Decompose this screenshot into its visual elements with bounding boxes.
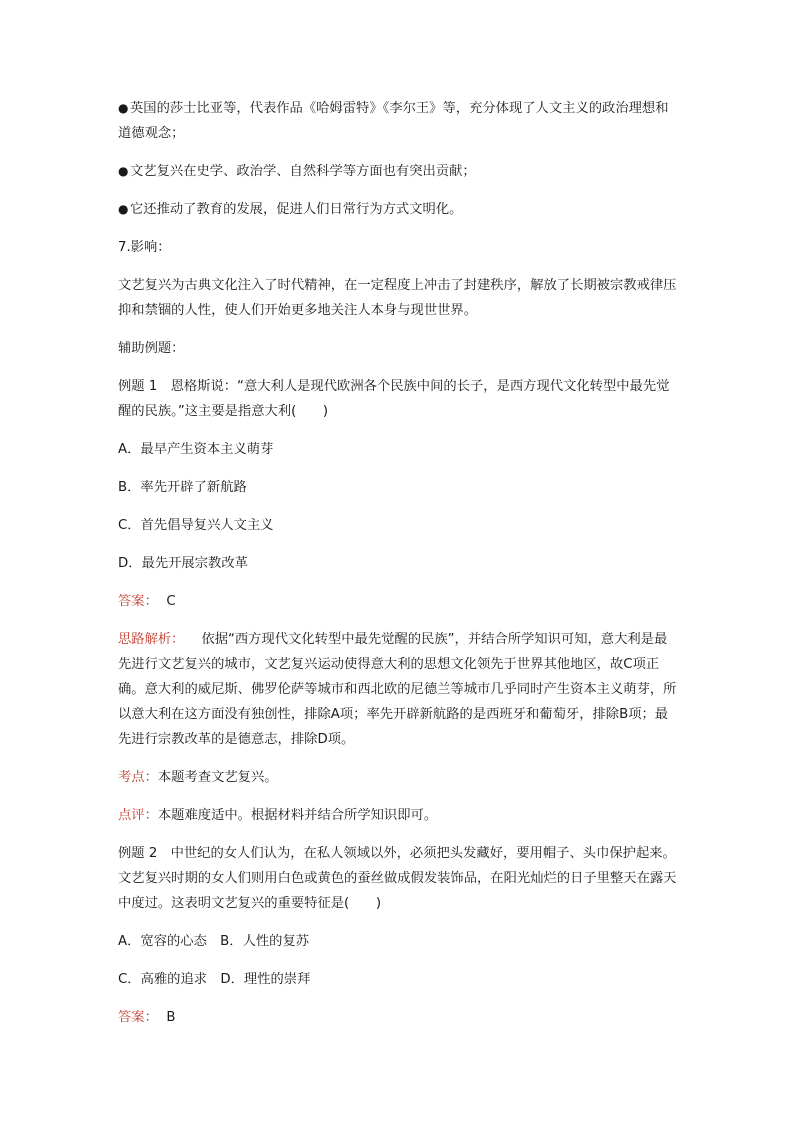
bullet-education (118, 197, 680, 222)
bullet-icon: ● (118, 164, 129, 178)
section-7-heading: 7.影响： (118, 240, 171, 255)
document-body (118, 96, 680, 1043)
example-1-analysis (118, 627, 680, 752)
answer-value: C (166, 594, 176, 609)
aux-examples-heading: 辅助例题： (118, 341, 185, 356)
section-7-body: 文艺复兴为古典文化注入了时代精神，在一定程度上冲击了封建秩序，解放了长期被宗教戒律压抑和禁锢的人性，使人们开始更多地关注人本身与现世世界。 (118, 278, 677, 318)
example-2-question: 例题 2 中世纪的女人们认为，在私人领域以外，必须把头发藏好，要用帽子、头巾保护起来。文艺复兴时期的女人们则用白色或黄色的蚕丝做成假发装饰品，在阳光灿烂的日子里整天在露天中度过。这表明文艺复兴的重要特征是( ) (118, 846, 677, 911)
analysis-label: 思路解析： (118, 632, 185, 647)
answer-label: 答案： (118, 1010, 158, 1025)
bullet-icon: ● (118, 202, 129, 216)
example-1-option-c: C．首先倡导复兴人文主义 (118, 518, 274, 533)
example-1-question: 例题 1 恩格斯说：“意大利人是现代欧洲各个民族中间的长子，是西方现代文化转型中最先觉醒的民族。”这主要是指意大利( ) (118, 379, 670, 419)
bullet-contributions (118, 159, 680, 184)
example-1-comment (118, 803, 680, 828)
bullet-text: 它还推动了教育的发展，促进人们日常行为方式文明化。 (130, 202, 463, 217)
bullet-icon: ● (118, 101, 129, 115)
example-2-options-row-1: A．宽容的心态 B．人性的复苏 (118, 934, 310, 949)
example-1-option-d: D．最先开展宗教改革 (118, 556, 248, 571)
kaodian-text: 本题考查文艺复兴。 (157, 770, 278, 785)
example-1-option-a: A．最早产生资本主义萌芽 (118, 442, 274, 457)
analysis-text: 依据“西方现代文化转型中最先觉醒的民族”，并结合所学知识可知，意大利是最先进行文艺复兴的城市，文艺复兴运动使得意大利的思想文化领先于世界其他地区，故C项正确。意大利的威尼斯、佛罗伦萨等城市和西北欧的尼德兰等城市几乎同时产生资本主义萌芽，所以意大利在这方面没有独创性，排除A项；率先开辟新航路的是西班牙和葡萄牙，排除B项；最先进行宗教改革的是德意志，排除D项。 (118, 632, 677, 747)
kaodian-label: 考点： (118, 770, 158, 785)
bullet-text: 英国的莎士比亚等，代表作品《哈姆雷特》《李尔王》等，充分体现了人文主义的政治理想和道德观念； (118, 101, 669, 141)
example-1-option-b: B．率先开辟了新航路 (118, 480, 247, 495)
answer-label: 答案： (118, 594, 158, 609)
bullet-text: 文艺复兴在史学、政治学、自然科学等方面也有突出贡献； (130, 164, 476, 179)
comment-text: 本题难度适中。根据材料并结合所学知识即可。 (157, 808, 438, 823)
example-2-options-row-2: C．高雅的追求 D．理性的崇拜 (118, 972, 311, 987)
example-1-answer (118, 589, 680, 614)
example-2-answer (118, 1005, 680, 1030)
example-1-kaodian (118, 765, 680, 790)
answer-value: B (166, 1010, 176, 1025)
comment-label: 点评： (118, 808, 158, 823)
bullet-shakespeare (118, 96, 680, 146)
